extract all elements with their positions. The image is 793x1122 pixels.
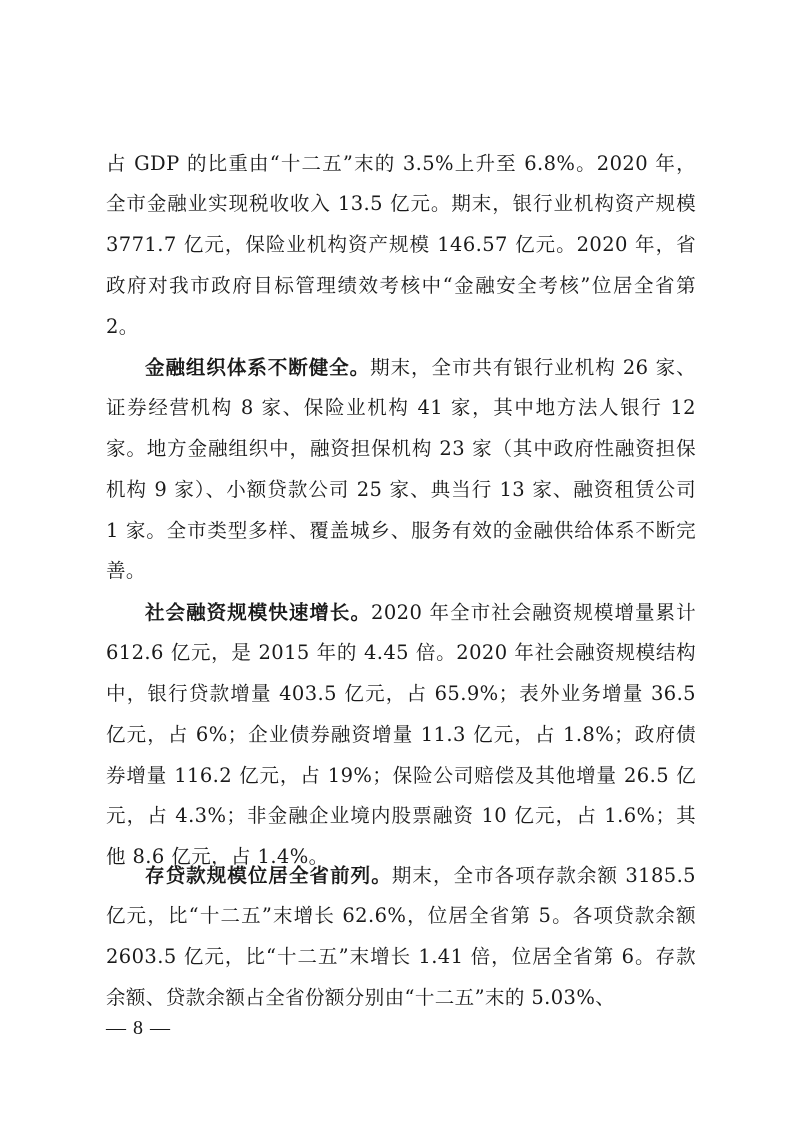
paragraph-body: 期末，全市共有银行业机构 26 家、证券经营机构 8 家、保险业机构 41 家，其中地方法人银行 12 家。地方金融组织中，融资担保机构 23 家（其中政府性融资担保机构 9 家）、小额贷款公司 25 家、典当行 13 家、融资租赁公司 1 家。全市类型多样、覆盖城乡、服务有效的金融供给体系不断完善。: [106, 355, 696, 583]
paragraph-deposits-loans: [106, 856, 696, 1019]
paragraph-lead-heading: 存贷款规模位居全省前列。: [145, 863, 392, 887]
paragraph-financial-organization: [106, 348, 696, 593]
paragraph-body: 2020 年全市社会融资规模增量累计 612.6 亿元，是 2015 年的 4.45 倍。2020 年社会融资规模结构中，银行贷款增量 403.5 亿元，占 65.9%；表外业务增量 36.5 亿元，占 6%；企业债券融资增量 11.3 亿元，占 1.8%；政府债券增量 116.2 亿元，占 19%；保险公司赔偿及其他增量 26.5 亿元，占 4.3%；非金融企业境内股票融资 10 亿元，占 1.6%；其他 8.6 亿元，占 1.4%。: [106, 600, 697, 869]
paragraph-body: 期末，全市各项存款余额 3185.5 亿元，比“十二五”末增长 62.6%，位居全省第 5。各项贷款余额 2603.5 亿元，比“十二五”末增长 1.41 倍，位居全省第 6。存款余额、贷款余额占全省份额分别由“十二五”末的 5.03%、: [106, 863, 696, 1009]
paragraph-social-financing: [106, 593, 696, 879]
paragraph-body: 占 GDP 的比重由“十二五”末的 3.5%上升至 6.8%。2020 年，全市金融业实现税收收入 13.5 亿元。期末，银行业机构资产规模 3771.7 亿元，保险业机构资产规模 146.57 亿元。2020 年，省政府对我市政府目标管理绩效考核中“金融安全考核”位居全省第 2。: [106, 151, 696, 338]
paragraph-lead-heading: 社会融资规模快速增长。: [145, 600, 372, 624]
paragraph-lead-heading: 金融组织体系不断健全。: [145, 355, 371, 379]
paragraph-continuation: [106, 144, 696, 348]
page-number: — 8 —: [106, 1017, 171, 1039]
